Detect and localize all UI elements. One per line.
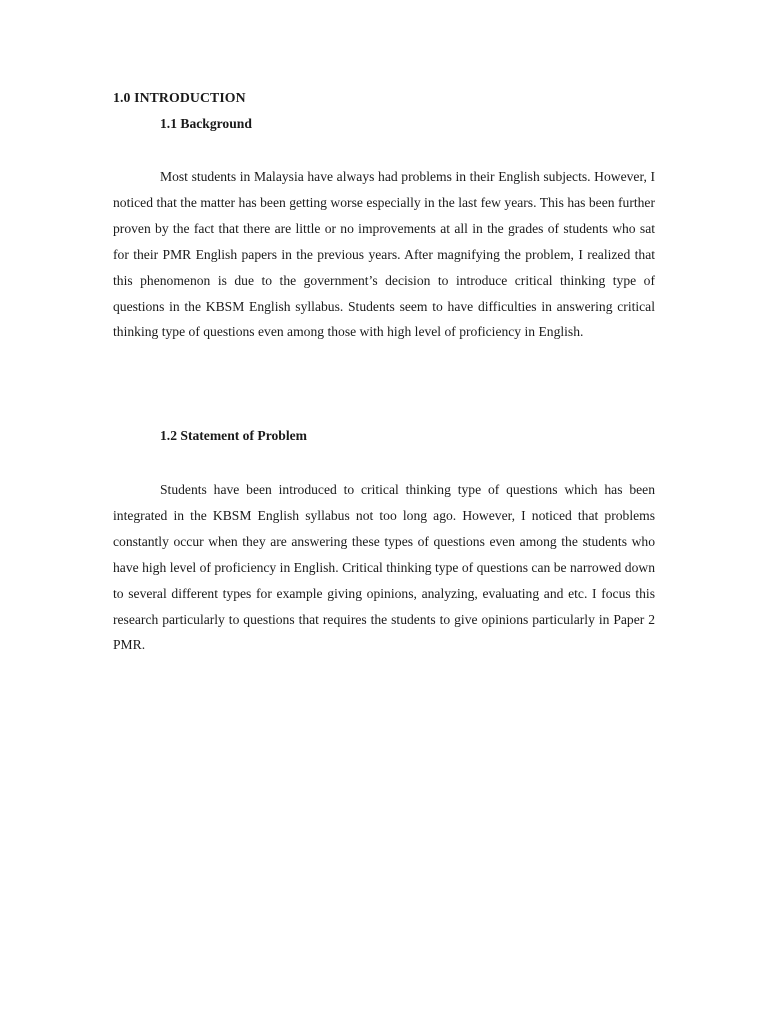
- background-paragraph: Most students in Malaysia have always had problems in their English subjects. However, I noticed that the matter has been getting worse especially in the last few years. This has been further proven by the fact that there are little or no improvements at all in the grades of students who sat for their PMR English papers in the previous years. After magnifying the problem, I realized that this phenomenon is due to the government’s decision to introduce critical thinking type of questions in the KBSM English syllabus. Students seem to have difficulties in answering critical thinking type of questions even among those with high level of proficiency in English.: [113, 169, 655, 340]
- problem-statement-heading: 1.2 Statement of Problem: [160, 428, 307, 443]
- section-title: 1.0 INTRODUCTION: [113, 90, 246, 105]
- background-heading: 1.1 Background: [160, 116, 252, 131]
- problem-statement-paragraph: Students have been introduced to critical thinking type of questions which has been integrated in the KBSM English syllabus not too long ago. However, I noticed that problems constantly occur when they are answering these types of questions even among the students who have high level of proficiency in English. Critical thinking type of questions can be narrowed down to several different types for example giving opinions, analyzing, evaluating and etc. I focus this research particularly to questions that requires the students to give opinions particularly in Paper 2 PMR.: [113, 482, 655, 653]
